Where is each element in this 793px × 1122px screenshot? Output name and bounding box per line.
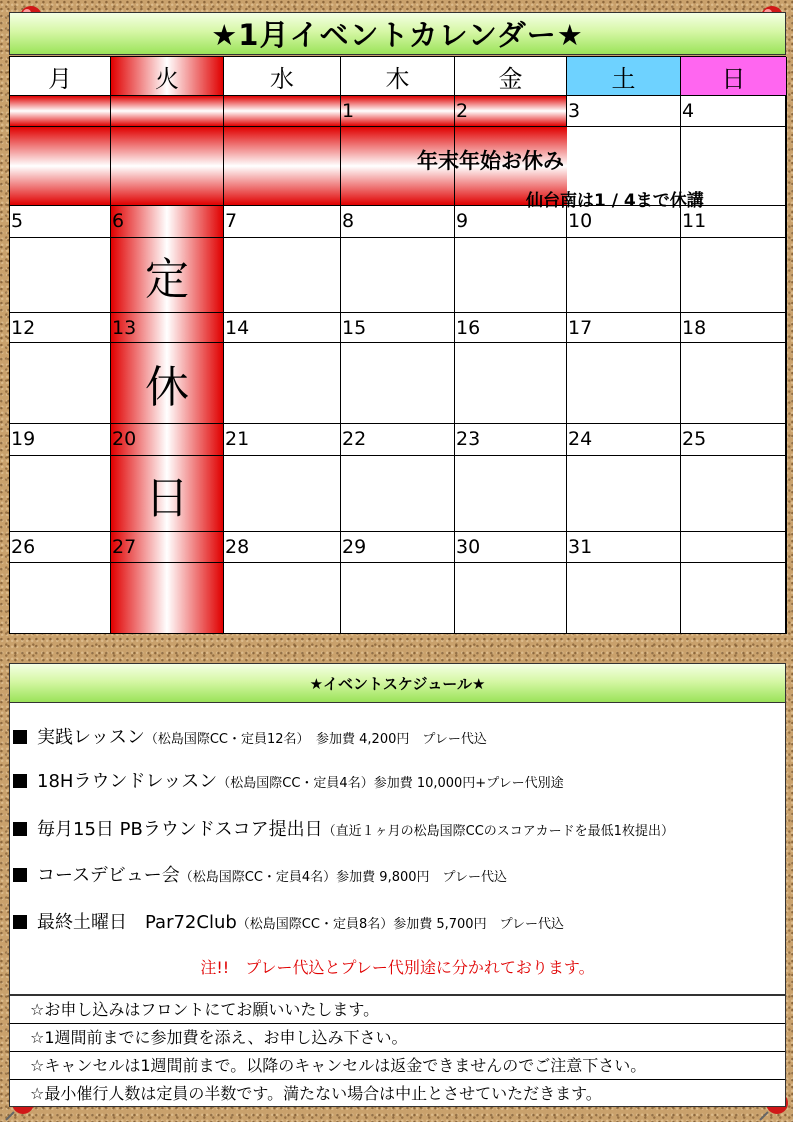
day-number: 21 <box>224 424 341 456</box>
note-line: ☆お申し込みはフロントにてお願いいたします。 <box>10 996 785 1024</box>
bullet-square-icon <box>13 730 27 744</box>
day-number: 12 <box>10 313 111 343</box>
day-body <box>224 238 341 313</box>
holiday-label: 年末年始お休み <box>417 149 564 173</box>
day-number: 27 <box>111 532 224 563</box>
day-number: 8 <box>341 206 455 238</box>
schedule-item-detail: （直近１ヶ月の松島国際CCのスコアカードを最低1枚提出） <box>322 824 674 839</box>
day-number <box>10 96 111 127</box>
day-number: 10 <box>567 206 681 238</box>
schedule-item <box>13 723 487 749</box>
day-number: 23 <box>455 424 567 456</box>
day-number <box>681 532 787 563</box>
day-body <box>341 238 455 313</box>
schedule-item-name: 18Hラウンドレッスン <box>37 771 218 792</box>
day-number: 14 <box>224 313 341 343</box>
sendai-note: 仙台南は1 / 4まで休講 <box>526 191 704 211</box>
weekday-header: 火 <box>111 57 224 96</box>
day-number <box>111 96 224 127</box>
schedule-item <box>13 767 564 793</box>
day-number: 6 <box>111 206 224 238</box>
day-number: 9 <box>455 206 567 238</box>
note-line: ☆最小催行人数は定員の半数です。満たない場合は中止とさせていただきます。 <box>30 1084 602 1103</box>
schedule-item-detail: （松島国際CC・定員12名） 参加費 4,200円 プレー代込 <box>144 732 487 747</box>
schedule-item-detail: （松島国際CC・定員4名）参加費 9,800円 プレー代込 <box>179 870 508 885</box>
day-body <box>681 563 787 634</box>
day-number: 11 <box>681 206 787 238</box>
day-body <box>567 456 681 532</box>
day-number: 28 <box>224 532 341 563</box>
day-body <box>10 456 111 532</box>
day-body <box>567 563 681 634</box>
day-body <box>111 563 224 634</box>
page-title: ★1月イベントカレンダー★ <box>9 12 786 55</box>
day-body <box>455 456 567 532</box>
day-body <box>681 456 787 532</box>
day-number: 22 <box>341 424 455 456</box>
closed-day-char: 休 <box>111 343 224 424</box>
note-line: ☆キャンセルは1週間前まで。以降のキャンセルは返金できませんのでご注意下さい。 <box>10 1052 785 1080</box>
day-number: 2 <box>455 96 567 127</box>
day-number: 18 <box>681 313 787 343</box>
day-number: 4 <box>681 96 787 127</box>
weekday-header: 土 <box>567 57 681 96</box>
day-body <box>10 563 111 634</box>
schedule-item <box>13 908 564 934</box>
day-number: 3 <box>567 96 681 127</box>
weekday-header: 月 <box>10 57 111 96</box>
bullet-square-icon <box>13 915 27 929</box>
day-body <box>224 343 341 424</box>
day-number: 5 <box>10 206 111 238</box>
day-number: 31 <box>567 532 681 563</box>
bullet-square-icon <box>13 774 27 788</box>
notes-box <box>9 995 786 1107</box>
day-body <box>341 343 455 424</box>
day-body <box>341 563 455 634</box>
calendar-grid <box>9 56 786 634</box>
day-body <box>224 563 341 634</box>
day-body <box>567 238 681 313</box>
schedule-list <box>9 703 786 995</box>
day-body <box>455 343 567 424</box>
schedule-item-name: 最終土曜日 Par72Club <box>37 912 237 933</box>
day-number <box>224 96 341 127</box>
schedule-title: ★イベントスケジュール★ <box>9 663 786 703</box>
day-body <box>341 456 455 532</box>
day-body <box>681 343 787 424</box>
day-number: 20 <box>111 424 224 456</box>
weekday-header: 木 <box>341 57 455 96</box>
day-number: 13 <box>111 313 224 343</box>
day-number: 16 <box>455 313 567 343</box>
weekday-header: 水 <box>224 57 341 96</box>
holiday-band <box>10 127 567 206</box>
schedule-item <box>13 861 507 887</box>
day-body <box>567 343 681 424</box>
schedule-item <box>13 815 674 841</box>
bullet-square-icon <box>13 822 27 836</box>
schedule-item-detail: （松島国際CC・定員4名）参加費 10,000円+プレー代別途 <box>217 776 564 791</box>
day-body <box>10 343 111 424</box>
note-line: ☆1週間前までに参加費を添え、お申し込み下さい。 <box>10 1024 785 1052</box>
schedule-item-name: 毎月15日 PBラウンドスコア提出日 <box>37 819 323 840</box>
schedule-item-name: コースデビュー会 <box>37 865 180 886</box>
day-body <box>455 563 567 634</box>
day-number: 7 <box>224 206 341 238</box>
schedule-item-detail: （松島国際CC・定員8名）参加費 5,700円 プレー代込 <box>236 917 565 932</box>
day-number: 26 <box>10 532 111 563</box>
day-number: 15 <box>341 313 455 343</box>
bullet-square-icon <box>13 868 27 882</box>
day-number: 1 <box>341 96 455 127</box>
day-body <box>681 238 787 313</box>
closed-day-char: 定 <box>111 238 224 313</box>
day-number: 24 <box>567 424 681 456</box>
day-number: 19 <box>10 424 111 456</box>
day-number: 30 <box>455 532 567 563</box>
day-number: 29 <box>341 532 455 563</box>
day-body <box>10 238 111 313</box>
day-number: 17 <box>567 313 681 343</box>
weekday-header: 金 <box>455 57 567 96</box>
schedule-item-name: 実践レッスン <box>37 727 145 748</box>
weekday-header: 日 <box>681 57 787 96</box>
day-number: 25 <box>681 424 787 456</box>
notice-text: 注!! プレー代込とプレー代別途に分かれております。 <box>200 958 595 977</box>
closed-day-char: 日 <box>111 456 224 532</box>
day-body <box>224 456 341 532</box>
day-body <box>455 238 567 313</box>
